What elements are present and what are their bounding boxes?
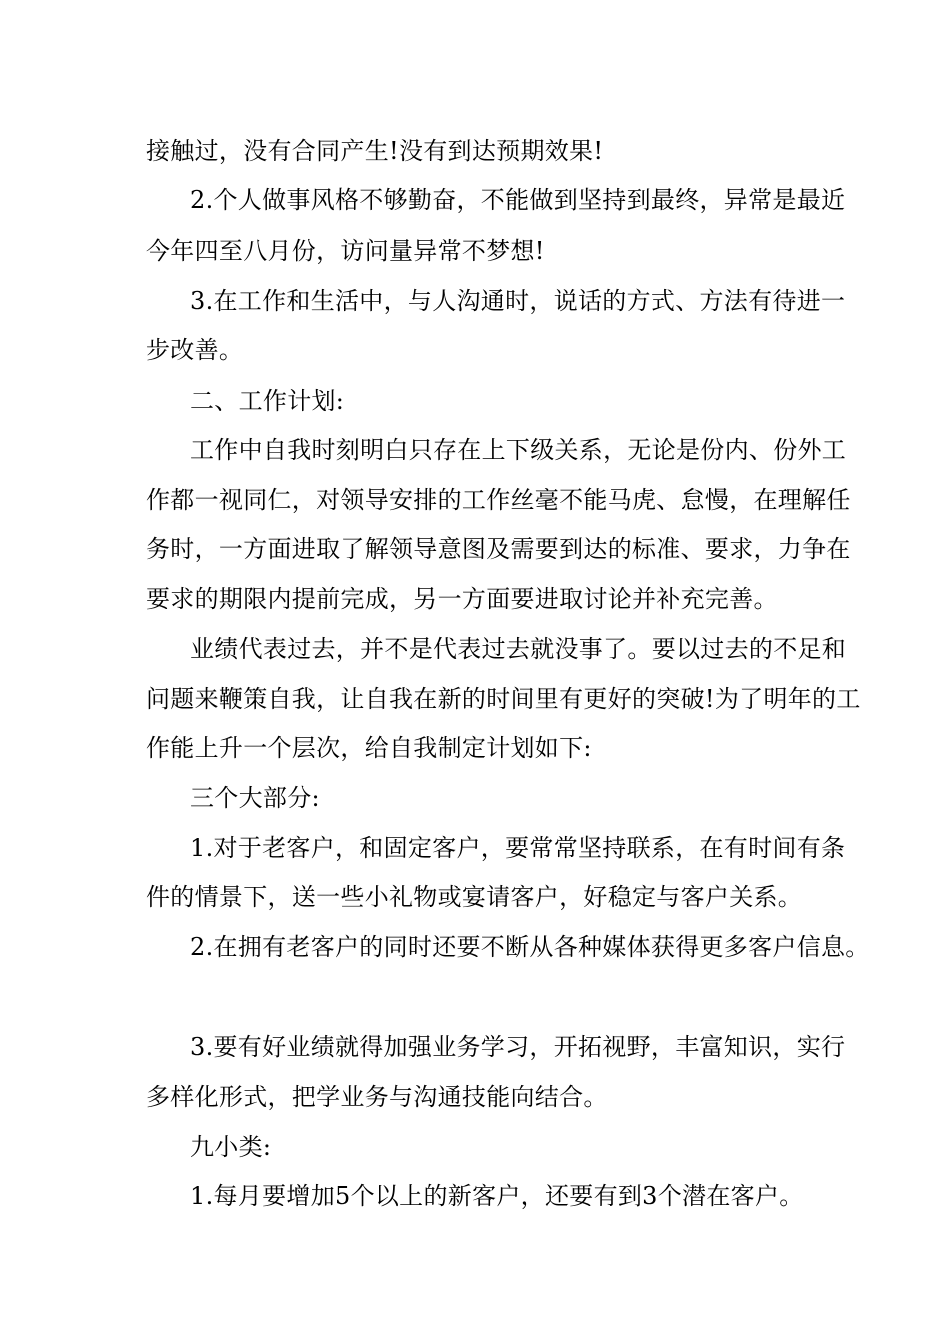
text-line: 工作中自我时刻明白只存在上下级关系，无论是份内、份外工 <box>190 436 847 464</box>
subsection-heading: 三个大部分: <box>190 784 320 812</box>
text-line: 1.每月要增加5个以上的新客户，还要有到3个潜在客户。 <box>190 1182 804 1210</box>
text-line: 今年四至八月份，访问量异常不梦想! <box>146 237 545 265</box>
text-line: 件的情景下，送一些小礼物或宴请客户，好稳定与客户关系。 <box>146 883 803 911</box>
section-heading: 二、工作计划: <box>190 387 345 415</box>
text-line: 业绩代表过去，并不是代表过去就没事了。要以过去的不足和 <box>190 635 847 663</box>
text-line: 步改善。 <box>146 336 244 364</box>
text-line: 2.在拥有老客户的同时还要不断从各种媒体获得更多客户信息。 <box>190 933 870 961</box>
text-line: 3.要有好业绩就得加强业务学习，开拓视野，丰富知识，实行 <box>190 1033 846 1061</box>
text-line: 作都一视同仁，对领导安排的工作丝毫不能马虎、怠慢，在理解任 <box>146 486 851 514</box>
text-line: 作能上升一个层次，给自我制定计划如下: <box>146 734 592 762</box>
text-line: 问题来鞭策自我，让自我在新的时间里有更好的突破!为了明年的工 <box>146 685 861 713</box>
text-line: 2.个人做事风格不够勤奋，不能做到坚持到最终，异常是最近 <box>190 186 846 214</box>
text-line: 要求的期限内提前完成，另一方面要进取讨论并补充完善。 <box>146 585 778 613</box>
text-line: 多样化形式，把学业务与沟通技能向结合。 <box>146 1083 608 1111</box>
text-line: 3.在工作和生活中，与人沟通时，说话的方式、方法有待进一 <box>190 287 846 315</box>
text-line: 接触过，没有合同产生!没有到达预期效果! <box>146 137 604 165</box>
subsection-heading: 九小类: <box>190 1133 272 1161</box>
text-line: 1.对于老客户，和固定客户，要常常坚持联系，在有时间有条 <box>190 834 846 862</box>
text-line: 务时，一方面进取了解领导意图及需要到达的标准、要求，力争在 <box>146 535 851 563</box>
